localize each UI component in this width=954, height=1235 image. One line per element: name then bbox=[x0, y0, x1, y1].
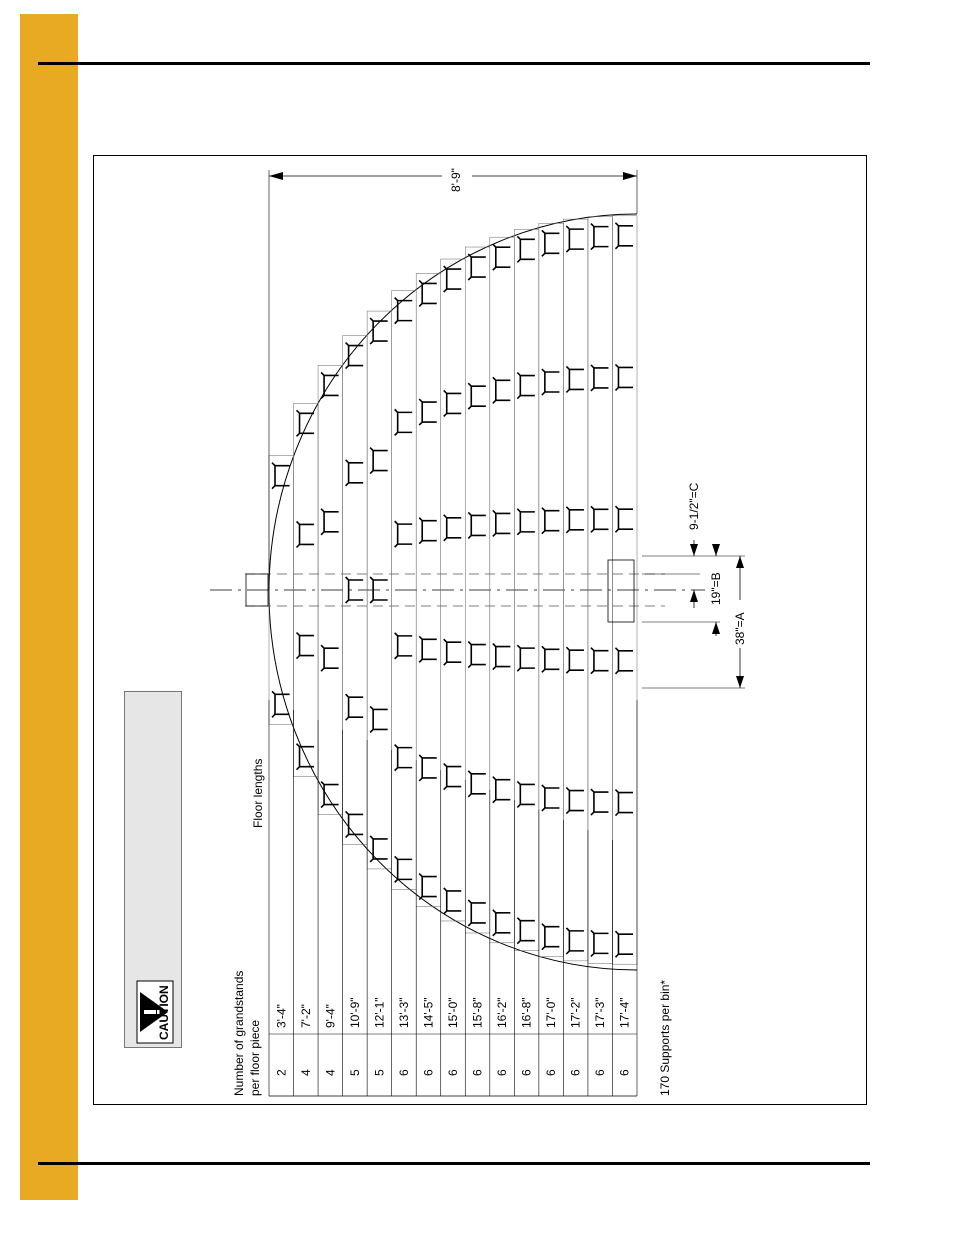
grandstand-support bbox=[395, 521, 413, 547]
floor-length: 9'-4" bbox=[323, 1004, 338, 1028]
grandstand-support bbox=[591, 506, 609, 532]
grandstand-support bbox=[468, 642, 486, 668]
grandstand-support bbox=[419, 755, 437, 781]
grandstand-count: 6 bbox=[519, 1069, 534, 1076]
grandstand-support bbox=[591, 648, 609, 674]
grandstand-support bbox=[566, 647, 584, 673]
floor-table-grid bbox=[269, 700, 637, 1096]
grandstand-count: 6 bbox=[544, 1069, 559, 1076]
dim-a-label: 38"=A bbox=[733, 612, 747, 645]
floor-length: 17'-0" bbox=[544, 997, 559, 1028]
grandstand-count: 6 bbox=[421, 1069, 436, 1076]
grandstand-support bbox=[542, 785, 560, 811]
floor-length: 15'-0" bbox=[446, 997, 460, 1028]
floor-lengths-label: Floor lengths bbox=[251, 758, 265, 828]
table-header-line2: per floor piece bbox=[248, 1019, 262, 1096]
grandstand-support bbox=[321, 782, 339, 808]
grandstand-support bbox=[468, 771, 486, 797]
grandstand-count: 6 bbox=[396, 1069, 411, 1076]
grandstand-support bbox=[493, 510, 511, 536]
table-header-line1: Number of grandstands bbox=[232, 970, 246, 1096]
bin-outline-arc bbox=[269, 214, 637, 970]
floor-length: 14'-5" bbox=[421, 997, 436, 1028]
grandstand-support bbox=[493, 244, 511, 270]
grandstand-support bbox=[297, 410, 315, 436]
caution-label: CAUTION bbox=[157, 985, 171, 1040]
grandstand-count: 5 bbox=[347, 1069, 362, 1076]
grandstand-support bbox=[468, 512, 486, 538]
grandstand-count: 4 bbox=[298, 1069, 313, 1076]
grandstand-support bbox=[615, 364, 633, 390]
grandstand-support bbox=[419, 399, 437, 425]
grandstand-count: 4 bbox=[323, 1069, 338, 1076]
grandstand-support bbox=[419, 636, 437, 662]
grandstand-support bbox=[542, 646, 560, 672]
arrow-up-icon bbox=[690, 590, 698, 602]
grandstand-support bbox=[493, 377, 511, 403]
center-hub-right bbox=[608, 560, 634, 622]
grandstand-support bbox=[321, 645, 339, 671]
grandstand-support bbox=[444, 888, 462, 914]
grandstand-support bbox=[517, 373, 535, 399]
dim-b-label: 19"=B bbox=[709, 572, 723, 605]
grandstand-support bbox=[297, 633, 315, 659]
grandstand-support bbox=[566, 507, 584, 533]
floor-length: 17'-2" bbox=[568, 997, 583, 1028]
grandstand-support bbox=[395, 298, 413, 324]
arrow-up-icon bbox=[736, 556, 744, 568]
grandstand-support bbox=[468, 383, 486, 409]
grandstand-support bbox=[542, 508, 560, 534]
grandstand-support bbox=[493, 644, 511, 670]
arrow-right-icon bbox=[623, 172, 637, 180]
grandstand-support bbox=[395, 633, 413, 659]
grandstand-count: 2 bbox=[274, 1069, 289, 1076]
grandstand-support bbox=[444, 515, 462, 541]
floor-length: 17'-4" bbox=[617, 997, 632, 1028]
grandstand-support bbox=[566, 226, 584, 252]
grandstand-support bbox=[419, 874, 437, 900]
grandstand-support bbox=[566, 366, 584, 392]
grandstand-support bbox=[321, 372, 339, 398]
grandstand-support bbox=[615, 790, 633, 816]
grandstand-support bbox=[468, 900, 486, 926]
grandstand-support bbox=[468, 254, 486, 280]
grandstand-support bbox=[615, 506, 633, 532]
grandstand-support bbox=[615, 648, 633, 674]
arrow-left-icon bbox=[269, 172, 283, 180]
dim-c-label: 9-1/2"=C bbox=[687, 482, 701, 530]
grandstand-support bbox=[346, 694, 364, 720]
floor-length: 13'-3" bbox=[396, 997, 411, 1028]
floor-length: 10'-9" bbox=[347, 997, 362, 1028]
arrow-up-icon bbox=[712, 622, 720, 634]
floor-length: 7'-2" bbox=[298, 1004, 313, 1028]
floor-table-values bbox=[274, 997, 631, 1076]
grandstand-support bbox=[370, 706, 388, 732]
grandstand-support bbox=[444, 266, 462, 292]
grandstand-support bbox=[346, 343, 364, 369]
grandstand-support bbox=[346, 460, 364, 486]
grandstand-support bbox=[493, 777, 511, 803]
grandstand-support bbox=[566, 928, 584, 954]
grandstand-support bbox=[591, 224, 609, 250]
floor-length: 16'-8" bbox=[519, 997, 534, 1028]
grandstand-support bbox=[566, 788, 584, 814]
supports-footnote: 170 Supports per bin* bbox=[658, 979, 672, 1096]
grandstand-support bbox=[419, 518, 437, 544]
grandstand-support bbox=[395, 745, 413, 771]
grandstand-support bbox=[517, 509, 535, 535]
grandstand-support bbox=[542, 230, 560, 256]
grandstand-count: 6 bbox=[568, 1069, 583, 1076]
floor-length: 16'-2" bbox=[495, 997, 510, 1028]
grandstand-count: 5 bbox=[372, 1069, 387, 1076]
grandstand-support bbox=[517, 918, 535, 944]
arrow-down-icon bbox=[712, 544, 720, 556]
overall-dimension-label: 8'-9" bbox=[449, 168, 463, 192]
grandstand-support bbox=[542, 369, 560, 395]
grandstand-support bbox=[615, 223, 633, 249]
grandstand-support bbox=[542, 924, 560, 950]
grandstand-support bbox=[591, 930, 609, 956]
grandstand-support bbox=[517, 236, 535, 262]
grandstand-support bbox=[272, 691, 290, 717]
grandstand-count: 6 bbox=[495, 1069, 510, 1076]
grandstand-support bbox=[591, 365, 609, 391]
grandstand-support bbox=[517, 781, 535, 807]
grandstand-support bbox=[370, 836, 388, 862]
grandstand-support bbox=[370, 448, 388, 474]
floor-length: 3'-4" bbox=[274, 1004, 289, 1028]
floor-length: 15'-8" bbox=[470, 997, 485, 1028]
grandstand-support bbox=[615, 931, 633, 957]
arrow-down-icon bbox=[690, 544, 698, 556]
grandstand-support bbox=[395, 409, 413, 435]
grandstand-support bbox=[321, 509, 339, 535]
grandstand-count: 6 bbox=[617, 1069, 632, 1076]
grandstand-support bbox=[493, 910, 511, 936]
grandstand-support bbox=[517, 645, 535, 671]
floor-length: 12'-1" bbox=[372, 997, 387, 1028]
grandstand-support bbox=[297, 521, 315, 547]
floor-length: 17'-3" bbox=[593, 997, 608, 1028]
grandstand-count: 6 bbox=[470, 1069, 485, 1076]
grandstand-support bbox=[444, 764, 462, 790]
grandstand-support bbox=[395, 856, 413, 882]
grandstand-support bbox=[444, 390, 462, 416]
grandstand-count: 6 bbox=[593, 1069, 608, 1076]
grandstand-support bbox=[419, 280, 437, 306]
grandstand-support bbox=[591, 789, 609, 815]
arrow-down-icon bbox=[736, 676, 744, 688]
grandstand-support bbox=[444, 639, 462, 665]
grandstand-count: 6 bbox=[446, 1069, 460, 1076]
